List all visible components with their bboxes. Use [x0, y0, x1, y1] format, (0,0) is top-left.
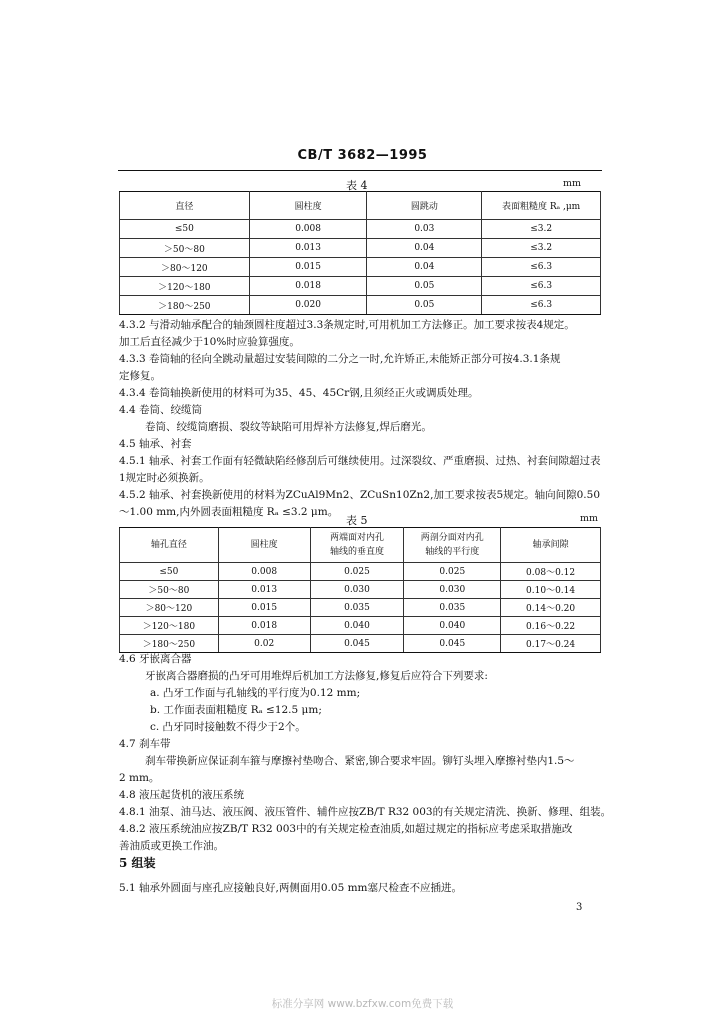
table-cell: 0.020 [249, 296, 367, 315]
table-row [120, 258, 601, 277]
table-cell: 0.030 [404, 581, 501, 599]
clause-4-3-4: 4.3.4 卷筒轴换新使用的材料可为35、45、45Cr钢,且须经正火或调质处理。 [119, 387, 479, 399]
table-cell: ≤50 [120, 563, 219, 581]
clause-4-8-2-cont: 善油质或更换工作油。 [119, 840, 224, 852]
clause-5-1: 5.1 轴承外圆面与座孔应接触良好,两侧面用0.05 mm塞尺检查不应插进。 [119, 882, 463, 894]
table-header-cell: 圆柱度 [218, 528, 310, 563]
table-cell: 0.040 [310, 617, 404, 635]
table4-unit: mm [563, 178, 582, 189]
list-item-a: a. 凸牙工作面与孔轴线的平行度为0.12 mm; [150, 687, 361, 699]
table-cell: ＞50～80 [120, 581, 219, 599]
table-header-cell: 圆柱度 [249, 192, 367, 220]
table-cell: 0.05 [367, 277, 482, 296]
table-cell: 0.018 [218, 617, 310, 635]
table-cell: ＞120～180 [120, 277, 250, 296]
table-row [120, 635, 601, 653]
table-cell: 0.018 [249, 277, 367, 296]
table-header-cell: 圆跳动 [367, 192, 482, 220]
heading-4-6: 4.6 牙嵌离合器 [119, 653, 192, 665]
clause-4-3-3-cont: 定修复。 [119, 370, 161, 382]
table-header-cell: 两端面对内孔 轴线的垂直度 [310, 528, 404, 563]
clause-4-8-1: 4.8.1 油泵、油马达、液压阀、液压管件、辅件应按ZB/T R32 003的有关规定清洗、换新、修理、组装。 [119, 806, 612, 818]
table-cell: 0.008 [249, 220, 367, 239]
clause-4-5-2-cont: ～1.00 mm,内外圆表面粗糙度 Rₐ ≤3.2 μm。 [119, 506, 339, 518]
table-cell: ＞120～180 [120, 617, 219, 635]
table-row [120, 239, 601, 258]
heading-4-7: 4.7 刹车带 [119, 738, 171, 750]
table-cell: ＞180～250 [120, 635, 219, 653]
table-header-cell: 轴孔直径 [120, 528, 219, 563]
table-cell: 0.030 [310, 581, 404, 599]
table-cell: ＞50～80 [120, 239, 250, 258]
table-cell: 0.013 [218, 581, 310, 599]
table-cell: 0.025 [310, 563, 404, 581]
clause-4-5-1-cont: 1规定时必须换新。 [119, 472, 210, 484]
table-cell: 0.16～0.22 [501, 617, 601, 635]
table-cell: 0.05 [367, 296, 482, 315]
header-rule [118, 170, 602, 171]
table4 [119, 191, 601, 315]
table-cell: 0.02 [218, 635, 310, 653]
table-cell: 0.035 [310, 599, 404, 617]
clause-4-6-text: 牙嵌离合器磨损的凸牙可用堆焊后机加工方法修复,修复后应符合下列要求: [145, 670, 488, 682]
table-cell: 0.04 [367, 258, 482, 277]
table-cell: 0.17～0.24 [501, 635, 601, 653]
table-cell: 0.008 [218, 563, 310, 581]
table-row [120, 296, 601, 315]
table-cell: 0.10～0.14 [501, 581, 601, 599]
clause-4-5-2: 4.5.2 轴承、衬套换新使用的材料为ZCuAl9Mn2、ZCuSn10Zn2,加工要求按表5规定。轴向间隙0.50 [119, 489, 601, 501]
table4-caption: 表 4 [346, 179, 368, 192]
page-number: 3 [576, 902, 583, 913]
table5-unit: mm [580, 513, 599, 524]
clause-4-3-2: 4.3.2 与滑动轴承配合的轴颈圆柱度超过3.3条规定时,可用机加工方法修正。加工要求按表4规定。 [119, 319, 575, 331]
table-header-cell: 直径 [120, 192, 250, 220]
table-cell: 0.013 [249, 239, 367, 258]
table-cell: ＞180～250 [120, 296, 250, 315]
table-cell: ＞80～120 [120, 599, 219, 617]
table-header-cell: 轴承间隙 [501, 528, 601, 563]
table-header-row [120, 528, 601, 563]
clause-4-8-2: 4.8.2 液压系统油应按ZB/T R32 003中的有关规定检查油质,如超过规定的指标应考虑采取措施改 [119, 823, 573, 835]
heading-5: 5 组装 [119, 856, 156, 870]
list-item-c: c. 凸牙同时接触数不得少于2个。 [150, 721, 306, 733]
table-cell: 0.035 [404, 599, 501, 617]
table-cell: 0.14～0.20 [501, 599, 601, 617]
table-cell: ≤6.3 [482, 277, 601, 296]
table-cell: 0.03 [367, 220, 482, 239]
table-cell: 0.040 [404, 617, 501, 635]
heading-4-4: 4.4 卷筒、绞缆筒 [119, 404, 203, 416]
table-header-row [120, 192, 601, 220]
table5-caption: 表 5 [346, 514, 368, 527]
table-cell: 0.045 [310, 635, 404, 653]
clause-4-7-text: 刹车带换新应保证刹车箍与摩擦衬垫吻合、紧密,铆合要求牢固。铆钉头埋入摩擦衬垫内1.5～ [145, 755, 575, 767]
heading-4-5: 4.5 轴承、衬套 [119, 438, 192, 450]
clause-4-3-2-cont: 加工后直径减少于10%时应验算强度。 [119, 336, 300, 348]
table-cell: 0.045 [404, 635, 501, 653]
table-header-cell: 两剖分面对内孔 轴线的平行度 [404, 528, 501, 563]
table-row [120, 277, 601, 296]
table-row [120, 617, 601, 635]
clause-4-4-text: 卷筒、绞缆筒磨损、裂纹等缺陷可用焊补方法修复,焊后磨光。 [145, 421, 432, 433]
table-cell: ≤50 [120, 220, 250, 239]
clause-4-3-3: 4.3.3 卷筒轴的径向全跳动量超过安装间隙的二分之一时,允许矫正,未能矫正部分可按4.3.1条规 [119, 353, 561, 365]
table-cell: 0.015 [249, 258, 367, 277]
heading-4-8: 4.8 液压起货机的液压系统 [119, 789, 245, 801]
table-cell: 0.025 [404, 563, 501, 581]
table-cell: 0.015 [218, 599, 310, 617]
clause-4-7-cont: 2 mm。 [119, 772, 160, 784]
table-cell: 0.08～0.12 [501, 563, 601, 581]
table-row [120, 220, 601, 239]
table-row [120, 581, 601, 599]
table-header-cell: 表面粗糙度 Rₐ ,μm [482, 192, 601, 220]
list-item-b: b. 工作面表面粗糙度 Rₐ ≤12.5 μm; [150, 704, 322, 716]
table5 [119, 527, 601, 653]
table-cell: ≤6.3 [482, 258, 601, 277]
table-cell: ＞80～120 [120, 258, 250, 277]
document-header: CB/T 3682—1995 [297, 148, 428, 163]
table-row [120, 599, 601, 617]
footer-watermark: 标准分享网 www.bzfxw.com免费下载 [271, 998, 454, 1010]
clause-4-5-1: 4.5.1 轴承、衬套工作面有轻微缺陷经修刮后可继续使用。过深裂纹、严重磨损、过热、衬套间隙超过表 [119, 455, 601, 467]
table-row [120, 563, 601, 581]
table-cell: ≤6.3 [482, 296, 601, 315]
table-cell: ≤3.2 [482, 239, 601, 258]
table-cell: ≤3.2 [482, 220, 601, 239]
table-cell: 0.04 [367, 239, 482, 258]
